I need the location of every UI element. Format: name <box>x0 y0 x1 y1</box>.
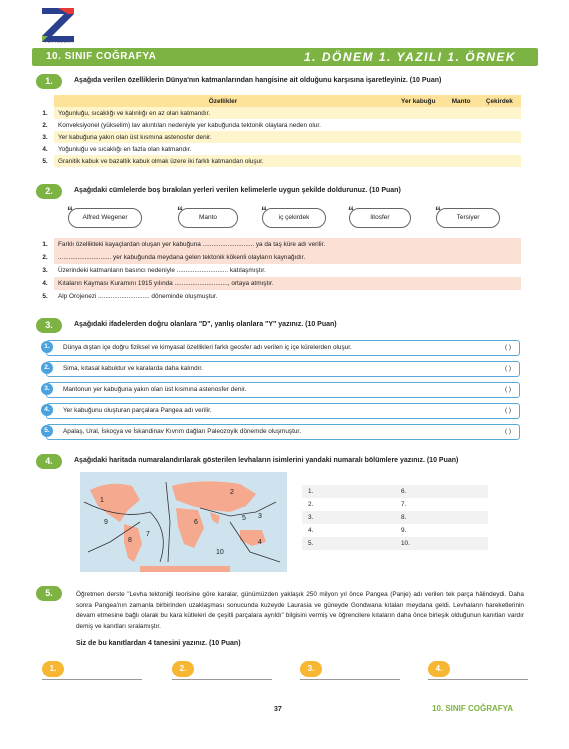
table-row <box>302 537 488 550</box>
column-header-features: Özellikler <box>54 95 392 107</box>
svg-text:4: 4 <box>258 539 262 546</box>
answer-cell[interactable] <box>392 143 445 155</box>
table-row <box>302 485 488 498</box>
true-false-item[interactable] <box>46 382 520 398</box>
question-1-badge: 1. <box>36 74 62 89</box>
term-label: Tersiyer <box>456 214 480 221</box>
svg-text:9: 9 <box>104 519 108 526</box>
column-header-core: Çekirdek <box>478 95 521 107</box>
row-text[interactable]: Üzerindeki katmanların basıncı nedeniyle ............................. katılaşmıştır. <box>54 264 521 277</box>
answer-cell[interactable]: 6. <box>395 485 488 498</box>
row-number: 3. <box>42 267 48 274</box>
answer-cell[interactable] <box>445 131 478 143</box>
answer-cell[interactable]: 9. <box>401 527 407 534</box>
svg-text:5: 5 <box>242 515 246 522</box>
svg-text:10: 10 <box>216 549 224 556</box>
item-text: Yer kabuğunu oluşturan parçalara Pangea adı verilir. <box>63 407 212 414</box>
page-header <box>32 48 538 66</box>
row-number: 3. <box>36 131 54 143</box>
answer-blank[interactable]: ( ) <box>504 386 511 393</box>
answer-cell[interactable]: 4. <box>308 527 314 534</box>
row-text: Granitik kabuk ve bazaltik kabuk olmak üzere iki farklı katmandan oluşur. <box>54 155 392 167</box>
header-spacer <box>36 95 54 107</box>
row-text: Yoğunluğu, sıcaklığı ve kalınlığı en az olan katmandır. <box>54 107 392 119</box>
row-text[interactable]: Kıtaların Kayması Kuramını 1915 yılında .............................., ortaya atmıştır. <box>54 277 521 290</box>
answer-cell[interactable] <box>392 107 445 119</box>
svg-text:8: 8 <box>128 537 132 544</box>
tectonic-plate-map <box>80 472 287 572</box>
svg-text:2: 2 <box>230 489 234 496</box>
answer-cell[interactable]: 5. <box>302 537 395 550</box>
answer-line[interactable] <box>300 661 400 680</box>
answer-line[interactable] <box>428 661 528 680</box>
table-row <box>36 119 521 131</box>
row-number: 5. <box>36 155 54 167</box>
antarctica-shape <box>140 566 230 572</box>
answer-cell[interactable] <box>392 155 445 167</box>
table-row <box>36 155 521 167</box>
answer-cell[interactable] <box>478 155 521 167</box>
question-4-answer-table <box>302 485 488 550</box>
row-text[interactable]: Alp Orojenezi ............................. döneminde oluşmuştur. <box>54 290 521 303</box>
answer-blank[interactable]: ( ) <box>504 428 511 435</box>
table-row <box>36 143 521 155</box>
quote-icon: “ <box>261 204 267 218</box>
row-number: 2. <box>36 119 54 131</box>
question-5-prompt: Siz de bu kanıtlardan 4 tanesini yazınız. (10 Puan) <box>76 640 241 647</box>
term-label: Manto <box>198 214 218 221</box>
question-1-title: Aşağıda verilen özelliklerin Dünya'nın katmanlarından hangisine ait olduğunu karşısına işaretleyiniz. (10 Puan) <box>74 77 442 84</box>
answer-blank[interactable]: ( ) <box>504 344 511 351</box>
quote-icon: “ <box>67 204 73 218</box>
column-header-mantle: Manto <box>445 95 478 107</box>
answer-cell[interactable] <box>445 143 478 155</box>
svg-text:6: 6 <box>194 519 198 526</box>
item-number-badge: 4. <box>41 404 53 416</box>
answer-badge: 3. <box>300 661 322 677</box>
svg-text:1: 1 <box>100 497 104 504</box>
table-row <box>36 107 521 119</box>
true-false-item[interactable] <box>46 340 520 356</box>
question-1-table <box>36 95 521 167</box>
row-text: Yer kabuğuna yakın olan üst kısmına astenosfer denir. <box>54 131 392 143</box>
item-text: Mantonun yer kabuğuna yakın olan üst kısmına astenosfer denir. <box>63 386 247 393</box>
question-5-badge: 5. <box>36 586 62 601</box>
table-row <box>36 251 521 264</box>
term-box <box>348 204 411 228</box>
item-number-badge: 3. <box>41 383 53 395</box>
question-4-badge: 4. <box>36 454 62 469</box>
answer-cell[interactable]: 3. <box>302 511 395 524</box>
row-text: Yoğunluğu ve sıcaklığı en fazla olan katmandır. <box>54 143 392 155</box>
quote-icon: “ <box>348 204 354 218</box>
answer-cell[interactable] <box>445 155 478 167</box>
question-5-text: Öğretmen derste "Levha tektoniği teorisine göre karalar, günümüzden yaklaşık 250 milyon yıl önce Pangea (Panje) adı verilen tek parça hâlindeydi. Daha sonra Pangea'nın zamanla birbirinden uzaklaşması sonucunda kuzeyde Laurasia ve güneyde Gondwana kıtaları meydana geldi. Levhaların hareketlerinin devam etmesine bağlı olarak bu kara kütleleri de çeşitli parçalara ayrıldı" bilgisini vermiş ve öğrencilere kıtaların daha önce birleşik olduğunun kanıtları vardır demiş ve kanıtları sıralamıştır. <box>76 591 524 630</box>
item-text: Dünya dıştan içe doğru fiziksel ve kimyasal özellikleri farklı geosfer adı verilen iç içe kürelerden oluşur. <box>63 344 352 351</box>
question-2-table <box>36 238 521 303</box>
quote-icon: “ <box>435 204 441 218</box>
answer-cell[interactable] <box>392 119 445 131</box>
term-box <box>67 204 142 228</box>
footer-title: 10. SINIF COĞRAFYA <box>432 704 514 713</box>
answer-badge: 2. <box>172 661 194 677</box>
logo-subtitle: YAYINLARI <box>44 39 74 44</box>
answer-badge: 1. <box>42 661 64 677</box>
exam-title: 1. DÖNEM 1. YAZILI 1. ÖRNEK <box>304 50 517 64</box>
answer-blank[interactable]: ( ) <box>504 365 511 372</box>
term-box <box>435 204 500 228</box>
answer-cell[interactable] <box>478 107 521 119</box>
item-number-badge: 2. <box>41 362 53 374</box>
course-title: 10. SINIF COĞRAFYA <box>46 51 157 62</box>
answer-cell[interactable]: 8. <box>395 511 488 524</box>
table-row <box>36 277 521 290</box>
row-number: 5. <box>42 293 48 300</box>
answer-line[interactable] <box>42 661 142 680</box>
row-number: 2. <box>42 254 48 261</box>
answer-cell[interactable]: 2. <box>308 501 314 508</box>
term-label: litosfer <box>370 214 390 221</box>
answer-cell[interactable] <box>478 143 521 155</box>
row-number: 1. <box>42 241 48 248</box>
row-text: Konveksiyonel (yükselim) lav akıntıları nedeniyle yer kabuğunda tektonik olaylara neden olur. <box>54 119 392 131</box>
answer-cell[interactable]: 10. <box>395 537 488 550</box>
answer-cell[interactable] <box>392 131 445 143</box>
question-2-badge: 2. <box>36 184 62 199</box>
table-row <box>36 131 521 143</box>
question-3-title: Aşağıdaki ifadelerden doğru olanlara "D", yanlış olanlara "Y" yazınız. (10 Puan) <box>74 321 337 328</box>
row-number: 4. <box>36 143 54 155</box>
term-label: Alfred Wegener <box>82 214 128 221</box>
table-row <box>302 498 488 511</box>
table-row <box>302 524 488 537</box>
item-number-badge: 5. <box>41 425 53 437</box>
quote-icon: “ <box>177 204 183 218</box>
item-text: Sima, kıtasal kabuktur ve karalarda daha kalındır. <box>63 365 203 372</box>
question-2-title: Aşağıdaki cümlelerde boş bırakılan yerleri verilen kelimelerle uygun şekilde doldurunuz. (10 Puan) <box>74 187 401 194</box>
term-box <box>261 204 326 228</box>
answer-cell[interactable]: 1. <box>302 485 395 498</box>
svg-text:7: 7 <box>146 531 150 538</box>
table-row <box>36 290 521 303</box>
row-number: 4. <box>42 280 48 287</box>
svg-text:3: 3 <box>258 513 262 520</box>
row-text[interactable]: Farklı özellikteki kayaçlardan oluşan yer kabuğuna ............................. ya da taş küre adı verilir. <box>54 238 521 251</box>
column-header-crust: Yer kabuğu <box>392 95 445 107</box>
item-text: Apalaş, Ural, İskoçya ve İskandinav Kıvrım dağları Paleozoyik dönemde oluşmuştur. <box>63 428 301 435</box>
row-number: 1. <box>36 107 54 119</box>
answer-badge: 4. <box>428 661 450 677</box>
row-text[interactable]: .............................. yer kabuğunda meydana gelen tektonik kökenli olayların kaynağıdır. <box>54 251 521 264</box>
true-false-item[interactable] <box>46 403 520 419</box>
term-label: iç çekirdek <box>278 214 310 221</box>
true-false-item[interactable] <box>46 424 520 440</box>
question-4-title: Aşağıdaki haritada numaralandırılarak gösterilen levhaların isimlerini yandaki numaralı bölümlere yazınız. (10 Puan) <box>74 457 459 464</box>
answer-cell[interactable] <box>445 107 478 119</box>
table-row <box>36 264 521 277</box>
answer-cell[interactable] <box>445 119 478 131</box>
question-3-badge: 3. <box>36 318 62 333</box>
answer-cell[interactable] <box>478 119 521 131</box>
answer-line[interactable] <box>172 661 272 680</box>
table-row <box>302 511 488 524</box>
term-box <box>177 204 238 228</box>
table-row <box>36 238 521 251</box>
item-number-badge: 1. <box>41 341 53 353</box>
true-false-item[interactable] <box>46 361 520 377</box>
answer-blank[interactable]: ( ) <box>504 407 511 414</box>
answer-cell[interactable] <box>478 131 521 143</box>
page-number: 37 <box>274 706 282 713</box>
answer-cell[interactable]: 7. <box>401 501 407 508</box>
